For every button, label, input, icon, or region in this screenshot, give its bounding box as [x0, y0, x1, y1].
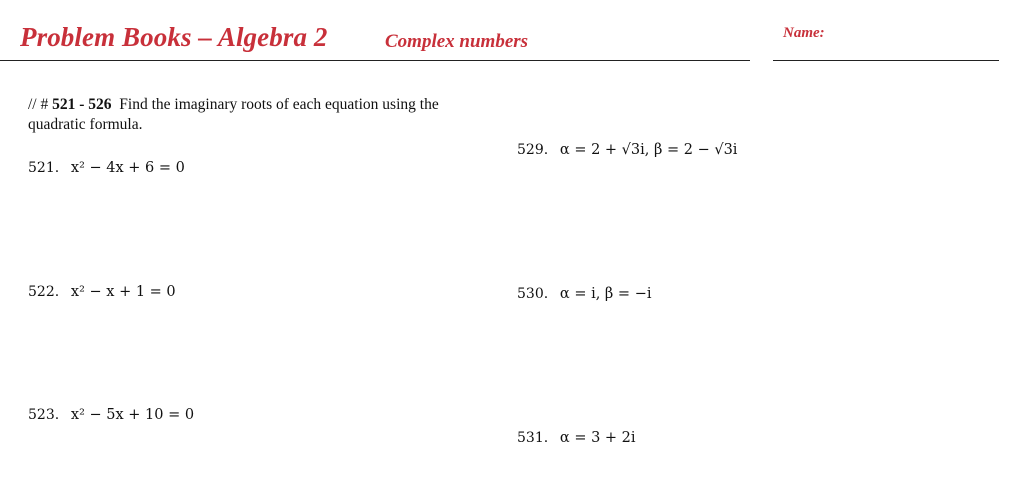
problem-number: 530.	[517, 286, 549, 302]
problem-530	[517, 284, 651, 304]
problem-roots: α = 2 + √3i, β = 2 − √3i	[559, 142, 738, 158]
problem-522	[28, 282, 176, 302]
instructions-text: Find the imaginary roots of each equation using the quadratic formula.	[28, 96, 439, 133]
name-label: Name:	[783, 25, 825, 41]
page-subtitle: Complex numbers	[385, 31, 529, 52]
problem-equation: x² − x + 1 = 0	[70, 284, 176, 300]
problem-equation: x² − 4x + 6 = 0	[70, 160, 185, 176]
problem-roots: α = i, β = −i	[559, 286, 652, 302]
problem-roots: α = 3 + 2i	[559, 430, 636, 446]
problem-number: 522.	[28, 284, 60, 300]
problem-number: 523.	[28, 407, 60, 423]
problem-529	[517, 140, 737, 160]
problem-521	[28, 158, 185, 178]
problem-531	[517, 428, 636, 448]
name-line	[773, 60, 999, 61]
header-divider	[0, 60, 750, 61]
problem-number: 529.	[517, 142, 549, 158]
problem-523	[28, 405, 194, 425]
problem-equation: x² − 5x + 10 = 0	[70, 407, 195, 423]
problem-range: 521 - 526	[52, 96, 112, 113]
problem-number: 531.	[517, 430, 549, 446]
instructions	[28, 95, 498, 135]
instructions-prefix: // #	[28, 96, 53, 113]
page-title: Problem Books – Algebra 2	[20, 22, 328, 52]
problem-number: 521.	[28, 160, 60, 176]
